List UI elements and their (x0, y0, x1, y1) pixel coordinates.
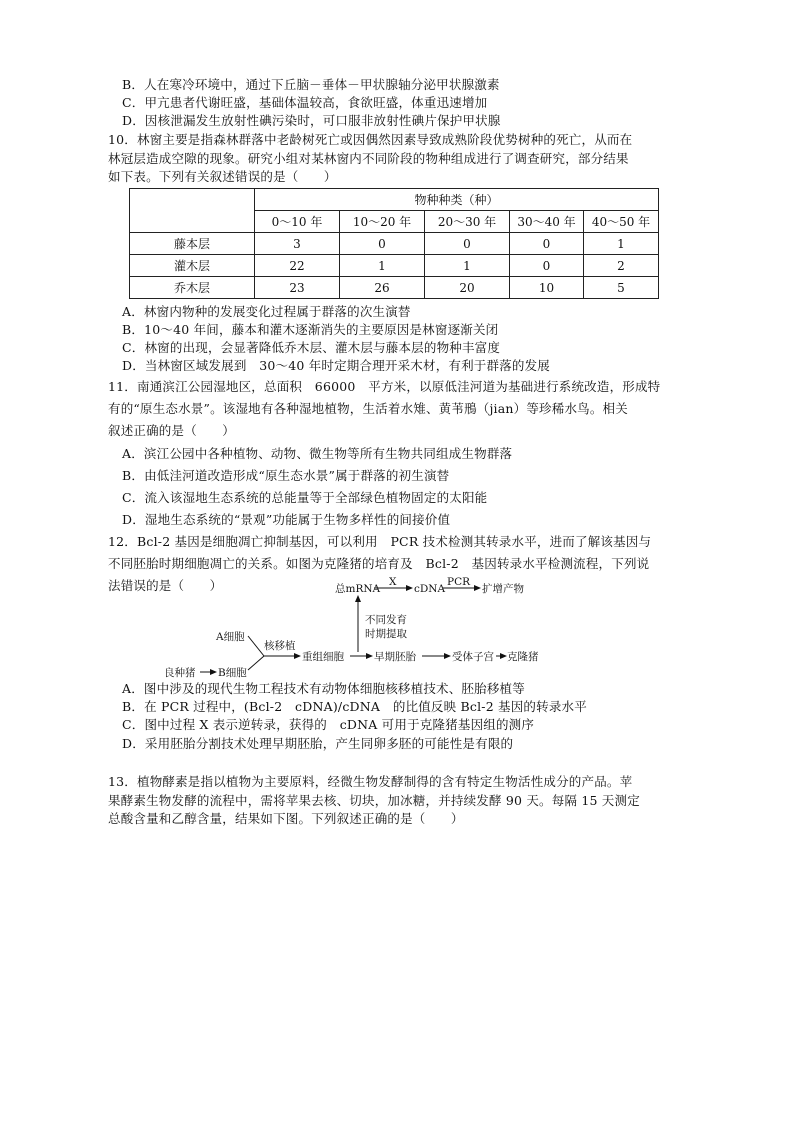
q12-stem-line2: 不同胚胎时期细胞凋亡的关系。如图为克隆猪的培育及 Bcl-2 基因转录水平检测流程，下列说 (108, 556, 650, 571)
table-cell: 1 (425, 255, 510, 277)
q12-option-b: B．在 PCR 过程中，(Bcl-2 cDNA)/cDNA 的比值反映 Bcl-2 基因的转录水平 (122, 699, 587, 714)
table-cell: 1 (584, 233, 659, 255)
label-recombinant-cell: 重组细胞 (302, 651, 344, 663)
label-stage-2: 时期提取 (365, 628, 407, 640)
table-cell: 0 (510, 255, 584, 277)
table-cell: 0 (425, 233, 510, 255)
table-col-header: 30～40 年 (510, 211, 584, 233)
table-row (130, 255, 659, 277)
table-row (130, 277, 659, 299)
table-cell: 22 (255, 255, 340, 277)
q12-option-a: A．图中涉及的现代生物工程技术有动物体细胞核移植技术、胚胎移植等 (122, 681, 525, 696)
table-cell: 20 (425, 277, 510, 299)
table-corner-cell (130, 189, 255, 233)
table-cell: 10 (510, 277, 584, 299)
cloning-flow-diagram (160, 576, 540, 680)
label-recipient-uterus: 受体子宫 (452, 651, 494, 663)
q10-option-b: B．10～40 年间，藤本和灌木逐渐消失的主要原因是林窗逐渐关闭 (122, 322, 499, 337)
q10-stem-line2: 林冠层造成空隙的现象。研究小组对某林窗内不同阶段的物种组成进行了调查研究，部分结果 (108, 151, 629, 166)
q12-stem-line3: 法错误的是（ ） (108, 578, 223, 593)
table-cell: 23 (255, 277, 340, 299)
label-total-mrna: 总mRNA (335, 583, 381, 595)
label-pcr: PCR (447, 576, 471, 588)
q11-option-c: C．流入该湿地生态系统的总能量等于全部绿色植物固定的太阳能 (122, 490, 488, 505)
q11-option-b: B．由低洼河道改造形成“原生态水景”属于群落的初生演替 (122, 468, 450, 483)
table-col-header: 0～10 年 (255, 211, 340, 233)
table-row (130, 233, 659, 255)
q10-option-c: C．林窗的出现，会显著降低乔木层、灌木层与藤本层的物种丰富度 (122, 340, 501, 355)
label-b-cell: B细胞 (218, 667, 247, 679)
line-a-to-nt (248, 636, 264, 656)
label-nuclear-transfer: 核移植 (264, 640, 296, 652)
q9-option-d: D．因核泄漏发生放射性碘污染时，可口服非放射性碘片保护甲状腺 (122, 113, 501, 128)
table-cell: 2 (584, 255, 659, 277)
q11-stem-line3: 叙述正确的是（ ） (108, 423, 236, 438)
q9-option-b: B．人在寒冷环境中，通过下丘脑－垂体－甲状腺轴分泌甲状腺激素 (122, 77, 500, 92)
line-b-to-nt (248, 656, 264, 670)
q11-option-a: A．滨江公园中各种植物、动物、微生物等所有生物共同组成生物群落 (122, 446, 513, 461)
table-cell: 1 (340, 255, 425, 277)
label-stage-1: 不同发育 (365, 614, 407, 626)
table-col-header: 40～50 年 (584, 211, 659, 233)
row-label: 乔木层 (130, 277, 255, 299)
table-col-header: 10～20 年 (340, 211, 425, 233)
table-col-header: 20～30 年 (425, 211, 510, 233)
q12-stem-line1: 12．Bcl-2 基因是细胞凋亡抑制基因，可以利用 PCR 技术检测其转录水平，进而了解该基因与 (108, 534, 652, 549)
q10-option-d: D．当林窗区域发展到 30～40 年时定期合理开采木材，有利于群落的发展 (122, 358, 551, 373)
table-cell: 26 (340, 277, 425, 299)
q11-stem-line2: 有的“原生态水景”。该湿地有各种湿地植物，生活着水雉、黄苇鳽（jian）等珍稀水鸟。相关 (108, 401, 628, 416)
row-label: 藤本层 (130, 233, 255, 255)
table-cell: 3 (255, 233, 340, 255)
q12-option-c: C．图中过程 X 表示逆转录，获得的 cDNA 可用于克隆猪基因组的测序 (122, 717, 535, 732)
label-x: X (389, 576, 397, 588)
label-a-cell: A细胞 (216, 631, 245, 643)
table-group-header: 物种种类（种） (255, 189, 659, 211)
q10-stem-line3: 如下表。下列有关叙述错误的是（ ） (108, 169, 337, 184)
q13-stem-line2: 果酵素生物发酵的流程中，需将苹果去核、切块，加冰糖，并持续发酵 90 天。每隔 15 天测定 (108, 793, 640, 808)
label-cdna: cDNA (414, 583, 446, 595)
table-cell: 0 (340, 233, 425, 255)
species-table (129, 188, 659, 299)
q11-stem-line1: 11．南通滨江公园湿地区，总面积 66000 平方米，以原低洼河道为基础进行系统改造，形成特 (108, 379, 661, 394)
q13-stem-line3: 总酸含量和乙醇含量，结果如下图。下列叙述正确的是（ ） (108, 811, 464, 826)
q10-option-a: A．林窗内物种的发展变化过程属于群落的次生演替 (122, 304, 411, 319)
label-product: 扩增产物 (482, 583, 524, 595)
label-early-embryo: 早期胚胎 (374, 651, 416, 663)
q13-stem-line1: 13．植物酵素是指以植物为主要原料，经微生物发酵制得的含有特定生物活性成分的产品。苹 (108, 774, 633, 789)
q10-stem-line1: 10．林窗主要是指森林群落中老龄树死亡或因偶然因素导致成熟阶段优势树种的死亡，从而在 (108, 132, 633, 147)
table-cell: 5 (584, 277, 659, 299)
label-good-pig: 良种猪 (164, 667, 196, 679)
q11-option-d: D．湿地生态系统的“景观”功能属于生物多样性的间接价值 (122, 512, 451, 527)
q12-option-d: D．采用胚胎分割技术处理早期胚胎，产生同卵多胚的可能性是有限的 (122, 736, 514, 751)
q9-option-c: C．甲亢患者代谢旺盛，基础体温较高，食欲旺盛，体重迅速增加 (122, 95, 488, 110)
table-cell: 0 (510, 233, 584, 255)
label-cloned-pig: 克隆猪 (507, 651, 539, 663)
row-label: 灌木层 (130, 255, 255, 277)
